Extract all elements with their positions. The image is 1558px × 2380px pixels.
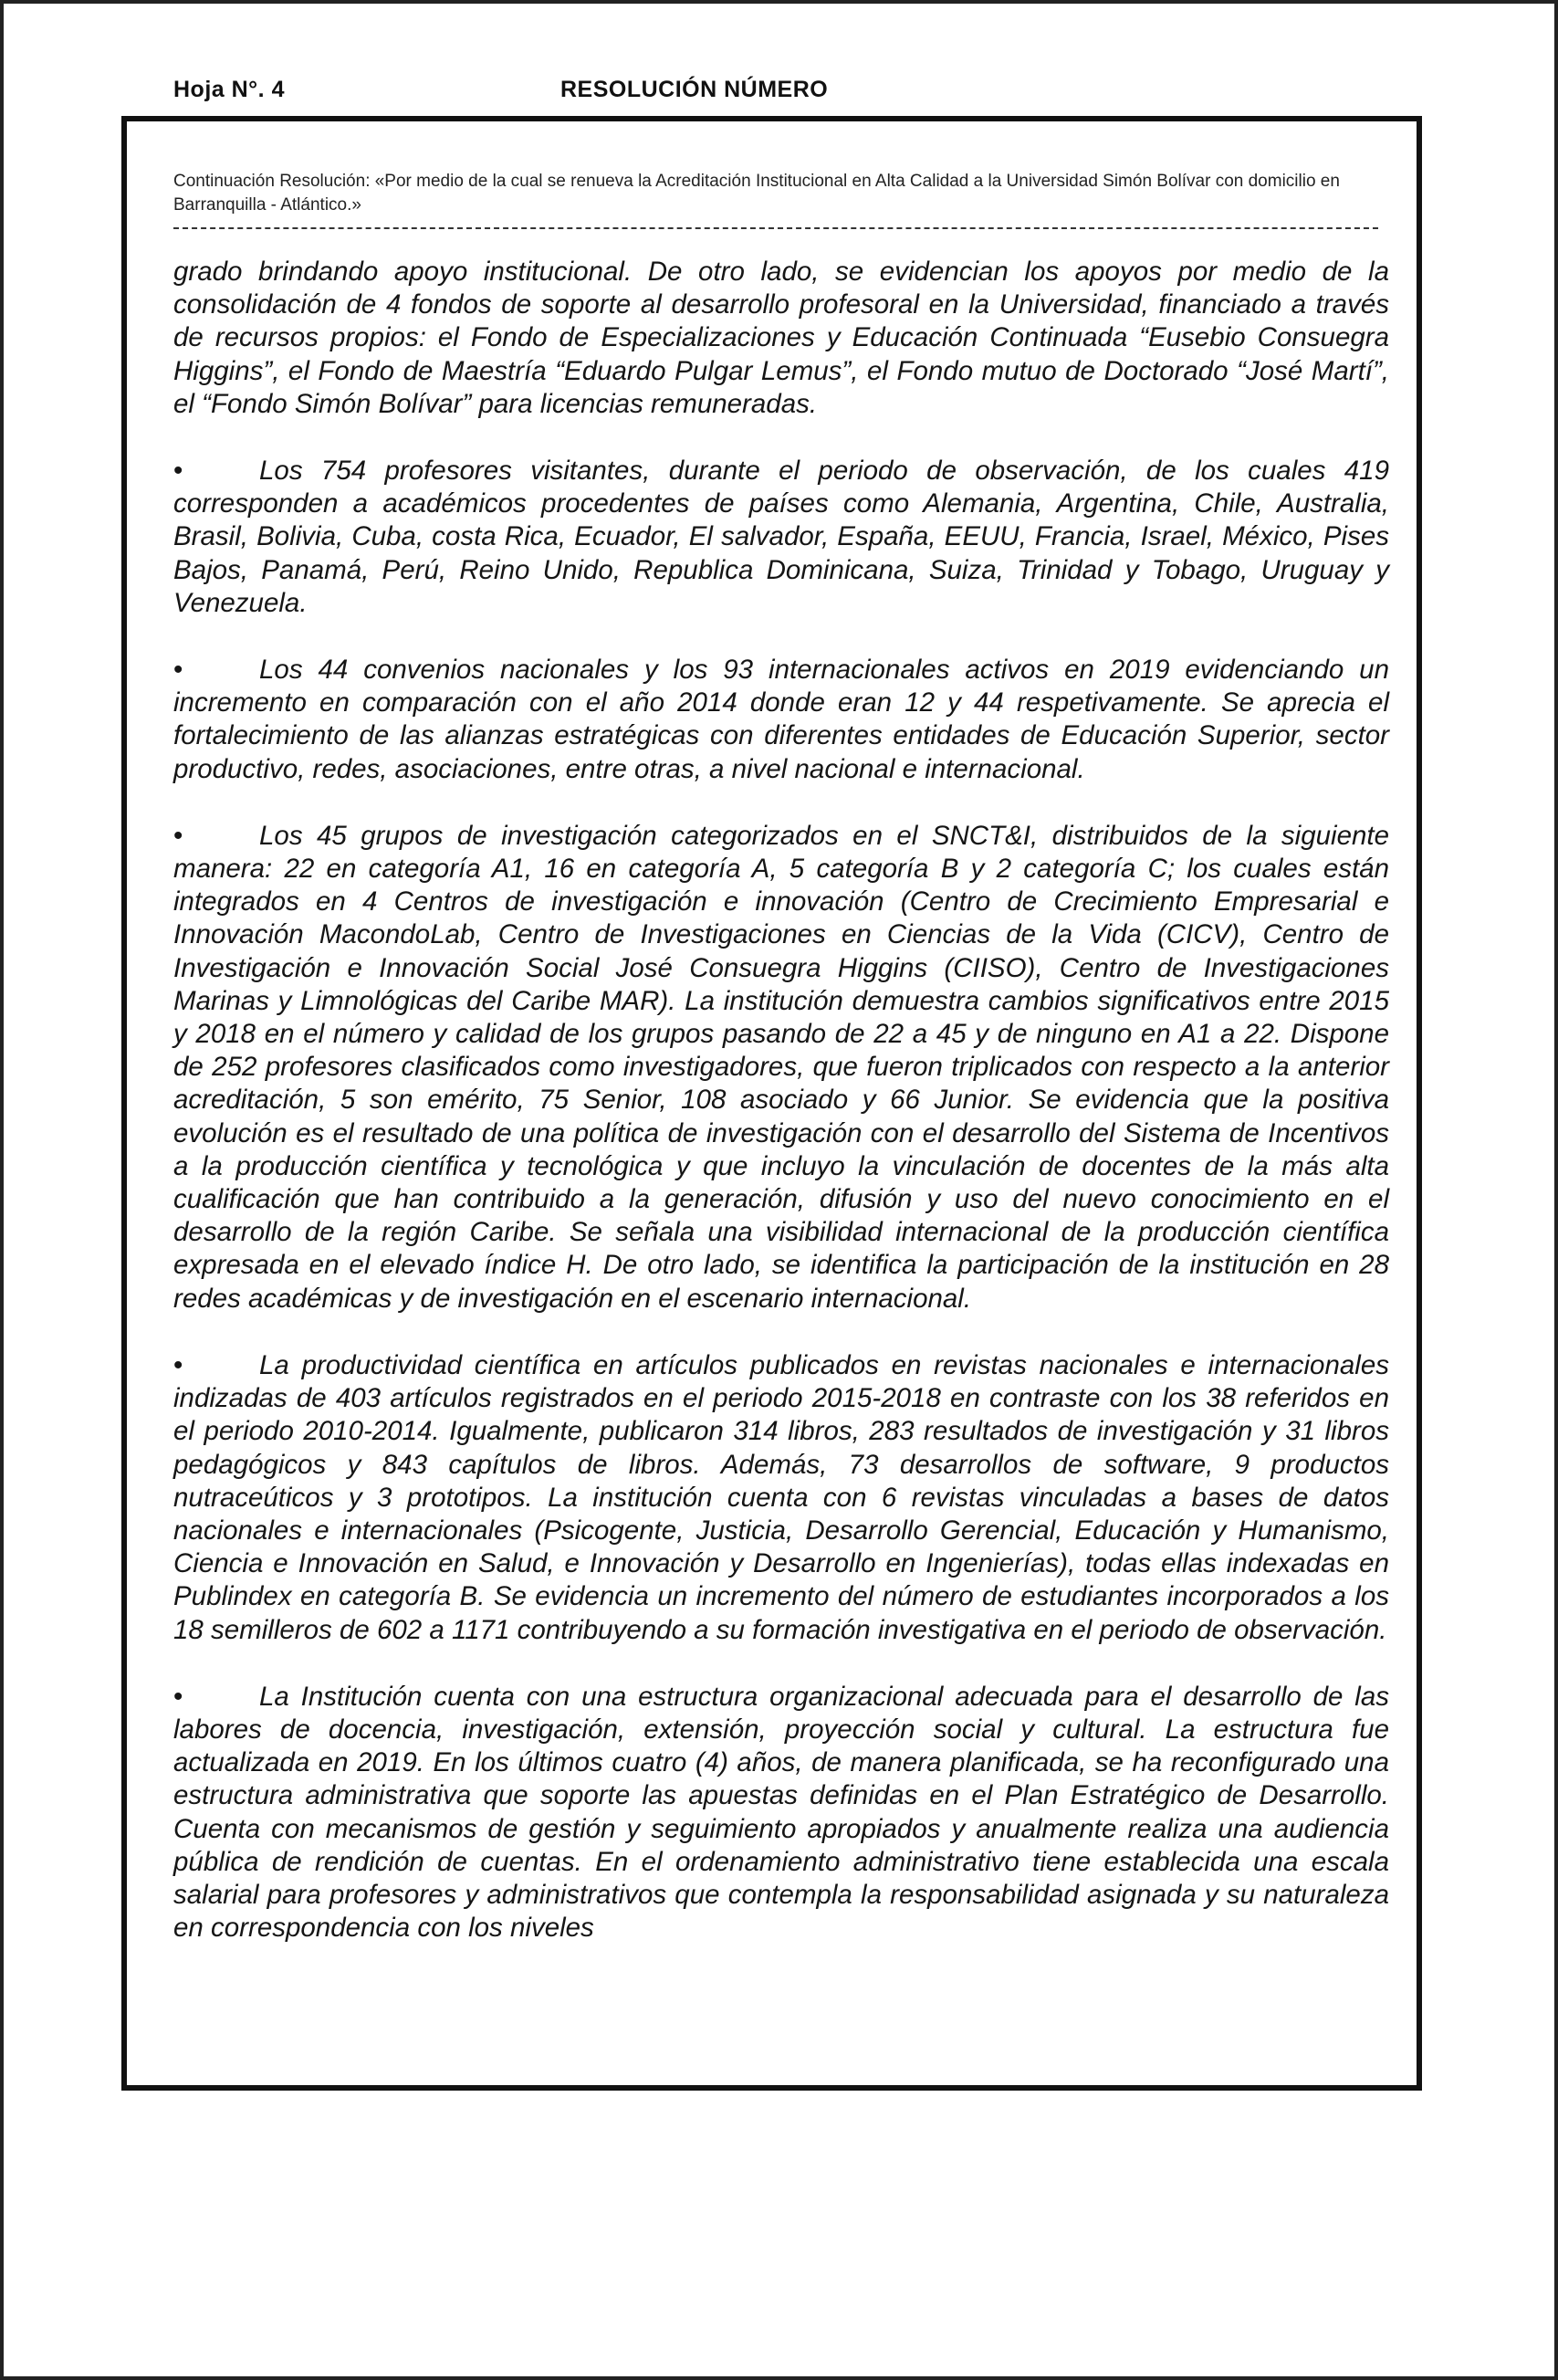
intro-paragraph: grado brindando apoyo institucional. De otro lado, se evidencian los apoyos por medio de la consolidación de 4 fondos de soporte al desarrollo profesoral en la Universidad, financiado a través de recursos propios: el Fondo de Especializaciones y Educación Continuada “Eusebio Consuegra Higgins”, el Fondo de Maestría “Eduardo Pulgar Lemus”, el Fondo mutuo de Doctorado “José Martí”, el “Fondo Simón Bolívar” para licencias remuneradas. [173,257,1389,419]
list-item-text: Los 45 grupos de investigación categorizados en el SNCT&I, distribuidos de la siguiente manera: 22 en categoría A1, 16 en categoría A, 5 categoría B y 2 categoría C; los cuales están integrados en 4 Centros de investigación e innovación (Centro de Crecimiento Empresarial e Innovación MacondoLab, Centro de Investigaciones en Ciencias de la Vida (CICV), Centro de Investigación e Innovación Social José Consuegra Higgins (CIISO), Centro de Investigaciones Marinas y Limnológicas del Caribe MAR). La institución demuestra cambios significativos entre 2015 y 2018 en el número y calidad de los grupos pasando de 22 a 45 y de ninguno en A1 a 22. Dispone de 252 profesores clasificados como investigadores, que fueron triplicados con respecto a la anterior acreditación, 5 son emérito, 75 Senior, 108 asociado y 66 Junior. Se evidencia que la positiva evolución es el resultado de una política de investigación con el desarrollo del Sistema de Incentivos a la producción científica y tecnológica y que incluyo la vinculación de docentes de la más alta cualificación que han contribuido a la generación, difusión y uso del nuevo conocimiento en el desarrollo de la región Caribe. Se señala una visibilidad internacional de la producción científica expresada en el elevado índice H. De otro lado, se identifica la participación de la institución en 28 redes académicas y de investigación en el escenario internacional. [173,820,1389,1314]
bullet-icon: • [173,1681,183,1712]
list-item-text: Los 754 profesores visitantes, durante el periodo de observación, de los cuales 419 corresponden a académicos procedentes de países como Alemania, Argentina, Chile, Australia, Brasil, Bolivia, Cuba, costa Rica, Ecuador, El salvador, España, EEUU, Francia, Israel, México, Pises Bajos, Panamá, Perú, Reino Unido, Republica Dominicana, Suiza, Trinidad y Tobago, Uruguay y Venezuela. [173,456,1389,618]
list-item [173,1681,1389,1945]
sheet-number: Hoja N°. 4 [173,77,285,102]
bullet-icon: • [173,820,183,851]
list-item [173,820,1389,1316]
bullet-icon: • [173,655,183,686]
list-item-text: La Institución cuenta con una estructura organizacional adecuada para el desarrollo de las labores de docencia, investigación, extensión, proyección social y cultural. La estructura fue actualizada en 2019. En los últimos cuatro (4) años, de manera planificada, se ha reconfigurado una estructura administrativa que soporte las apuestas definidas en el Plan Estratégico de Desarrollo. Cuenta con mecanismos de gestión y seguimiento apropiados y anualmente realiza una audiencia pública de rendición de cuentas. En el ordenamiento administrativo tiene establecida una escala salarial para profesores y administrativos que contempla la responsabilidad asignada y su naturaleza en correspondencia con los niveles [173,1681,1389,1944]
bullet-icon: • [173,1349,183,1380]
resolution-title: RESOLUCIÓN NÚMERO [560,77,829,102]
body-text [173,256,1389,1978]
bullet-icon: • [173,456,183,487]
list-item-text: La productividad científica en artículos publicados en revistas nacionales e internacionales indizadas de 403 artículos registrados en el periodo 2015-2018 en contraste con los 38 referidos en el periodo 2010-2014. Igualmente, publicaron 314 libros, 283 resultados de investigación y 31 libros pedagógicos y 843 capítulos de libros. Además, 73 desarrollos de software, 9 productos nutraceúticos y 3 prototipos. La institución cuenta con 6 revistas vinculadas a bases de datos nacionales e internacionales (Psicogente, Justicia, Desarrollo Gerencial, Educación y Humanismo, Ciencia e Innovación en Salud, e Innovación y Desarrollo en Ingenierías), todas ellas indexadas en Publindex en categoría B. Se evidencia un incremento del número de estudiantes incorporados a los 18 semilleros de 602 a 1171 contribuyendo a su formación investigativa en el periodo de observación. [173,1349,1389,1645]
continuation-note: Continuación Resolución: «Por medio de la cual se renueva la Acreditación Institucional en Alta Calidad a la Universidad Simón Bolívar con domicilio en Barranquilla - Atlántico.» [173,172,1340,215]
dashed-divider [173,227,1378,229]
list-item-text: Los 44 convenios nacionales y los 93 internacionales activos en 2019 evidenciando un incremento en comparación con el año 2014 donde eran 12 y 44 respetivamente. Se aprecia el fortalecimiento de las alianzas estratégicas con diferentes entidades de Educación Superior, sector productivo, redes, asociaciones, entre otras, a nivel nacional e internacional. [173,655,1389,784]
list-item [173,455,1389,620]
list-item [173,1349,1389,1647]
list-item [173,654,1389,786]
